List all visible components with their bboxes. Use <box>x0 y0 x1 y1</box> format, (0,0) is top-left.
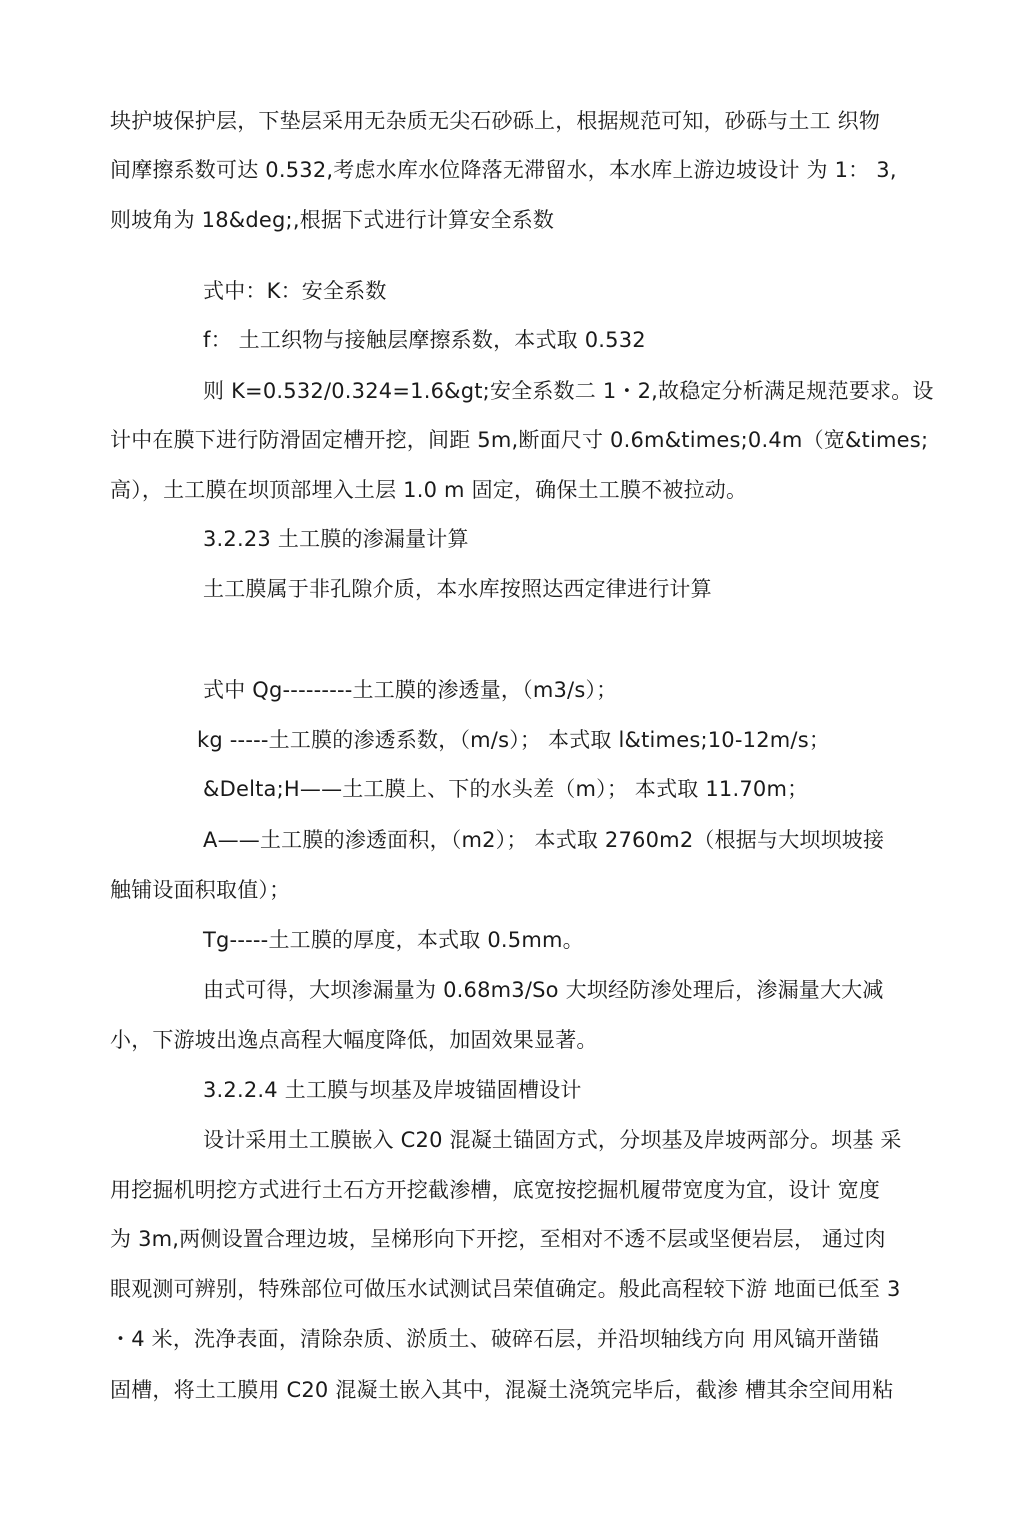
paragraph-line: 块护坡保护层，下垫层采用无杂质无尖石砂砾上，根据规范可知，砂砾与土工 织物 <box>110 109 881 133</box>
section-heading: 3.2.23 土工膜的渗漏量计算 <box>203 527 469 551</box>
paragraph-line: 由式可得，大坝渗漏量为 0.68m3/So 大坝经防渗处理后，渗漏量大大减 <box>203 978 884 1002</box>
paragraph-line: 高），土工膜在坝顶部埋入土层 1.0 m 固定，确保土工膜不被拉动。 <box>110 478 748 502</box>
formula-legend-line: f： 土工织物与接触层摩擦系数，本式取 0.532 <box>203 328 646 352</box>
formula-legend-line: 式中：K：安全系数 <box>203 279 387 303</box>
paragraph-line: ・4 米，洗净表面，清除杂质、淤质土、破碎石层，并沿坝轴线方向 用风镐开凿锚 <box>110 1327 880 1351</box>
formula-legend-line: 式中 Qg---------土工膜的渗透量，（m3/s）； <box>203 678 618 702</box>
paragraph-line: 为 3m,两侧设置合理边坡，呈梯形向下开挖，至相对不透不层或坚便岩层， 通过肉 <box>110 1227 886 1251</box>
formula-legend-line: 触铺设面积取值）； <box>110 878 291 902</box>
formula-legend-line: kg -----土工膜的渗透系数，（m/s）； 本式取 l&times;10-12m/s； <box>197 728 831 752</box>
section-heading: 3.2.2.4 土工膜与坝基及岸坡锚固槽设计 <box>203 1078 582 1102</box>
paragraph-line: 用挖掘机明挖方式进行土石方开挖截渗槽，底宽按挖掘机履带宽度为宜，设计 宽度 <box>110 1178 881 1202</box>
formula-legend-line: Tg-----土工膜的厚度，本式取 0.5mm。 <box>203 928 584 952</box>
paragraph-line: 设计采用土工膜嵌入 C20 混凝土锚固方式，分坝基及岸坡两部分。坝基 采 <box>203 1128 902 1152</box>
formula-legend-line: &Delta;H——土工膜上、下的水头差（m）； 本式取 11.70m； <box>203 777 809 801</box>
paragraph-line: 固槽，将土工膜用 C20 混凝土嵌入其中，混凝土浇筑完毕后，截渗 槽其余空间用粘 <box>110 1378 894 1402</box>
paragraph-line: 间摩擦系数可达 0.532,考虑水库水位降落无滞留水，本水库上游边坡设计 为 1： 3, <box>110 158 897 182</box>
formula-legend-line: A——土工膜的渗透面积，（m2）； 本式取 2760m2（根据与大坝坝坡接 <box>203 828 885 852</box>
paragraph-line: 小，下游坡出逸点高程大幅度降低，加固效果显著。 <box>110 1028 598 1052</box>
paragraph-line: 则 K=0.532/0.324=1.6&gt;安全系数二 1・2,故稳定分析满足规范要求。设 <box>203 379 934 403</box>
paragraph-line: 土工膜属于非孔隙介质，本水库按照达西定律进行计算 <box>203 577 712 601</box>
paragraph-line: 则坡角为 18&deg;,根据下式进行计算安全系数 <box>110 208 555 232</box>
paragraph-line: 眼观测可辨别，特殊部位可做压水试测试吕荣值确定。般此高程较下游 地面已低至 3 <box>110 1277 901 1301</box>
paragraph-line: 计中在膜下进行防滑固定槽开挖，间距 5m,断面尺寸 0.6m&times;0.4m（宽&times; <box>110 428 929 452</box>
